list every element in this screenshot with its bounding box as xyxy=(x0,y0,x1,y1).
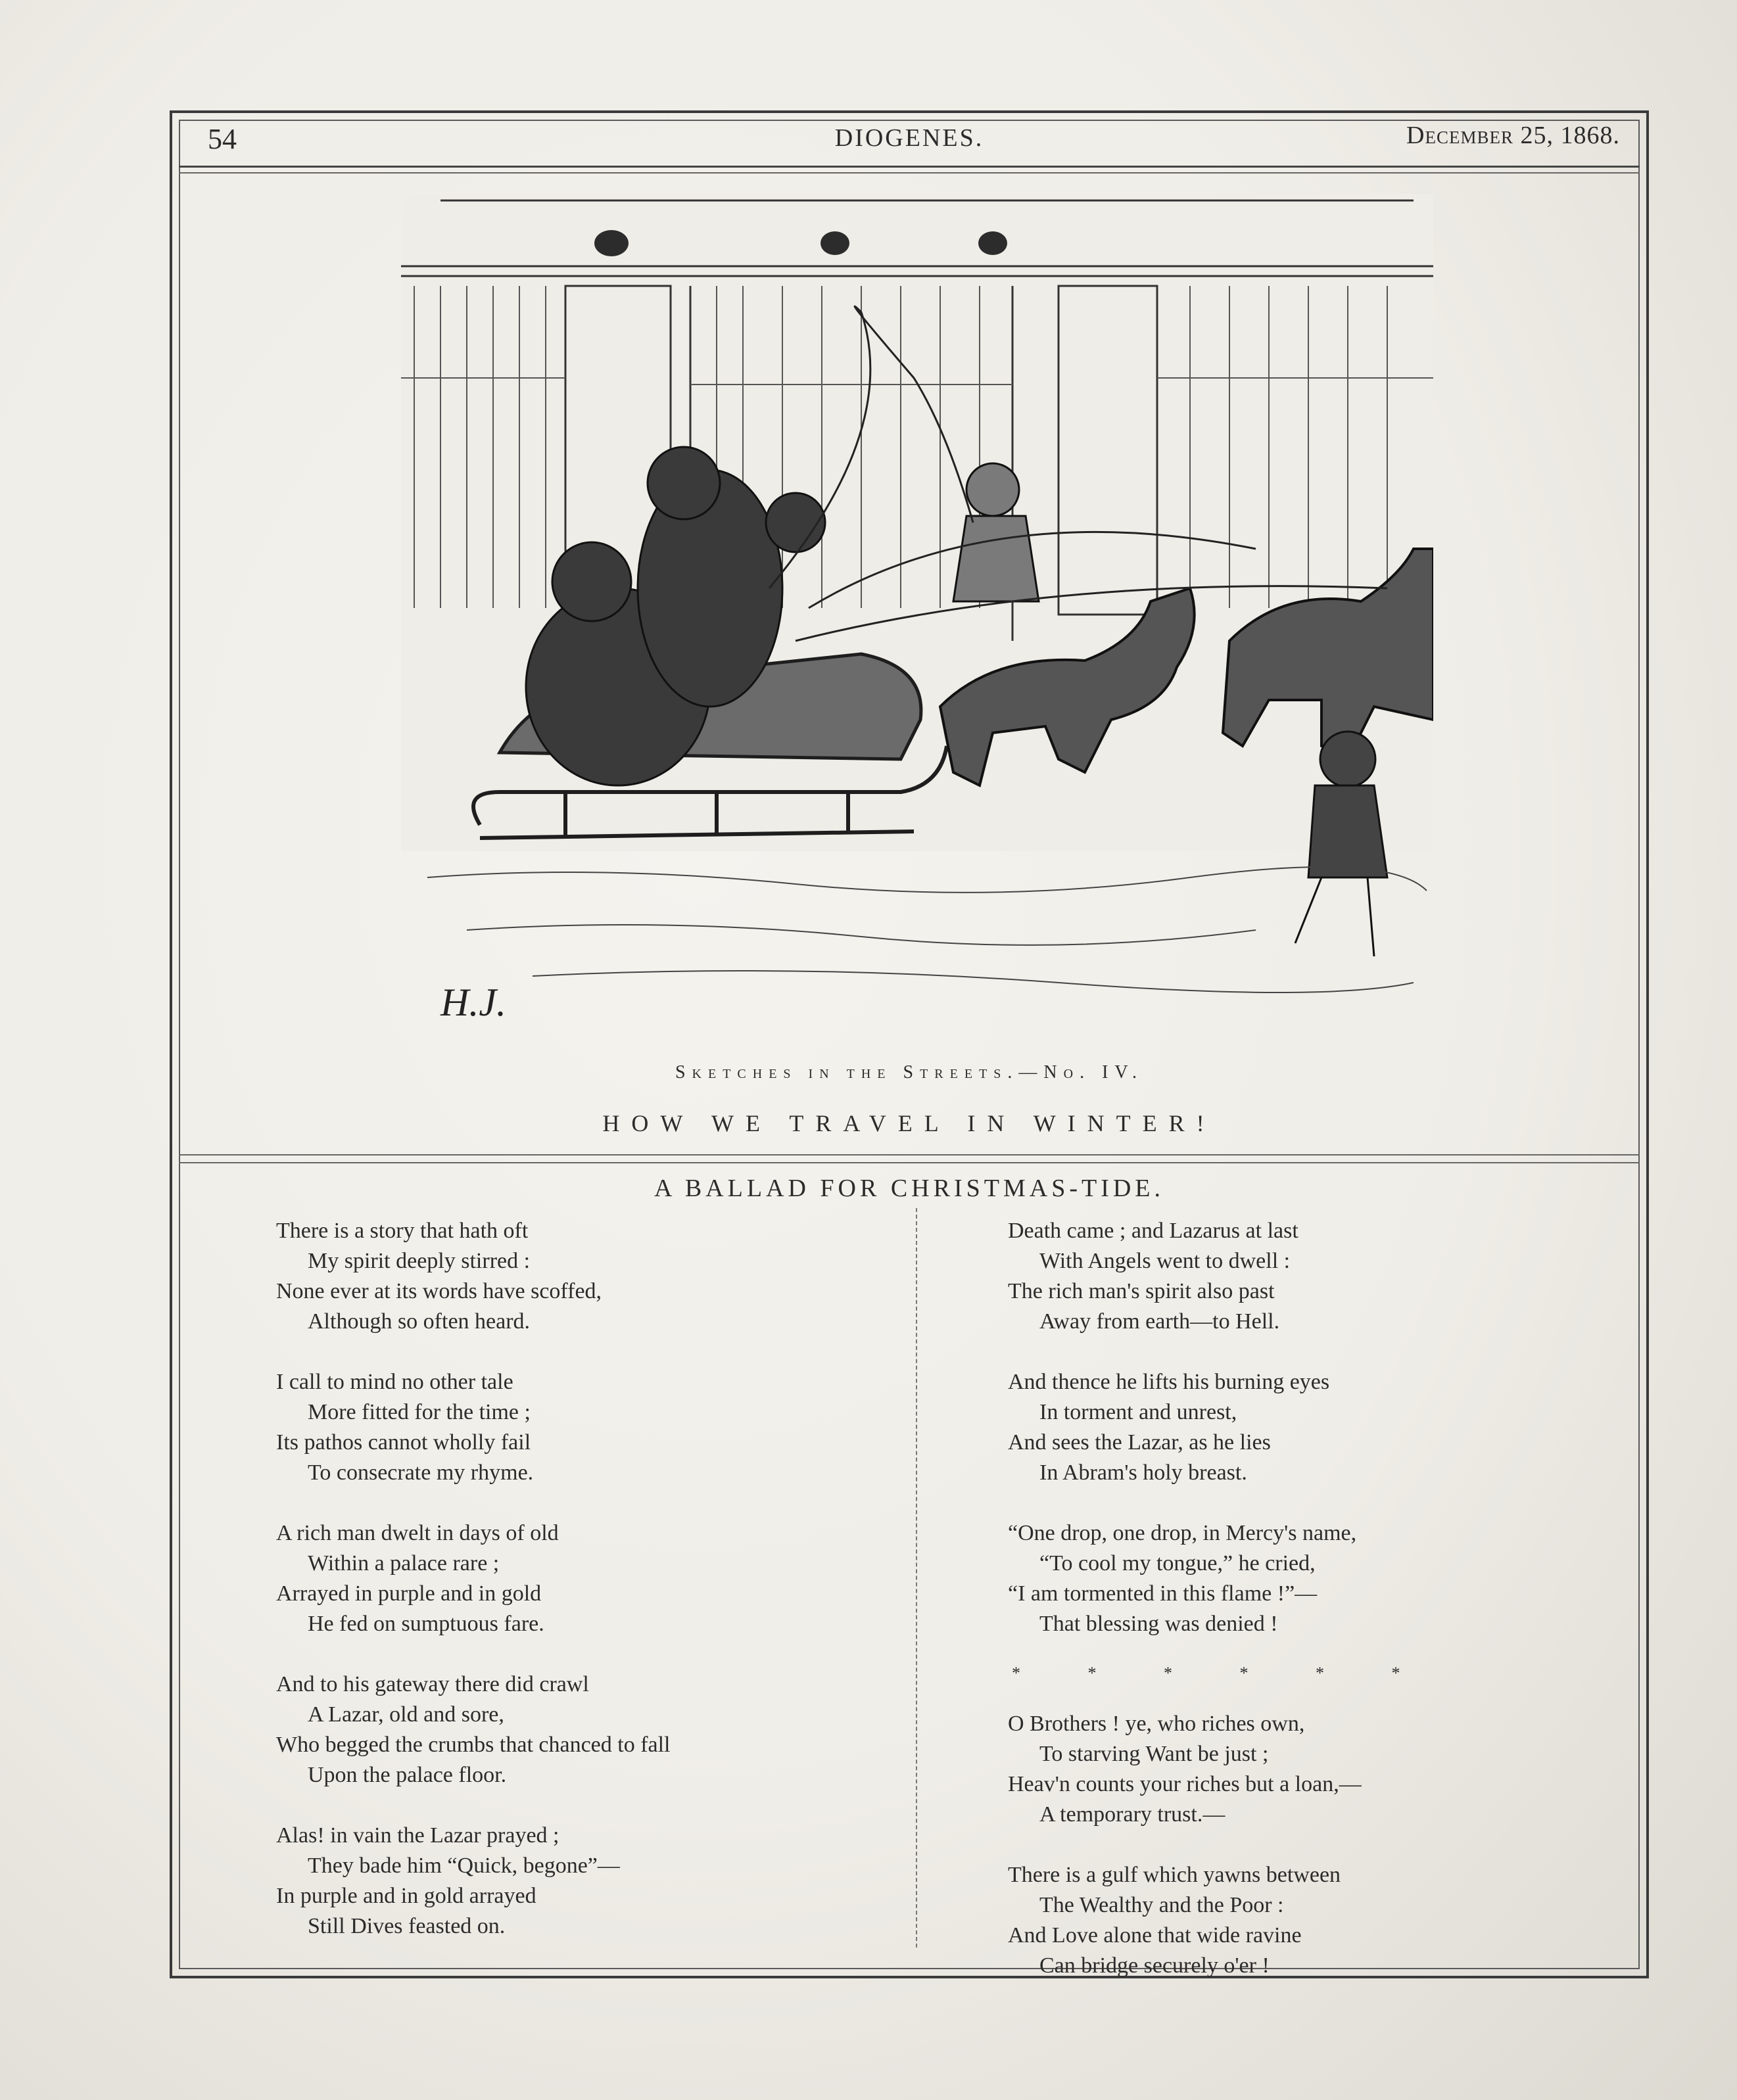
stanza xyxy=(1008,1709,1600,1830)
verse-line: Can bridge securely o'er ! xyxy=(1039,1953,1270,1978)
verse-line: Death came ; and Lazarus at last xyxy=(1008,1219,1298,1243)
verse-line: A rich man dwelt in days of old xyxy=(276,1521,559,1545)
verse-line: A temporary trust.— xyxy=(1039,1802,1225,1827)
ballad-right-column xyxy=(1008,1216,1600,2011)
verse-line: That blessing was denied ! xyxy=(1039,1612,1278,1636)
verse-line: My spirit deeply stirred : xyxy=(308,1249,531,1273)
verse-line: I call to mind no other tale xyxy=(276,1370,513,1394)
sleigh-illustration xyxy=(401,181,1433,1029)
verse-line: Within a palace rare ; xyxy=(308,1551,500,1575)
verse-line: “To cool my tongue,” he cried, xyxy=(1039,1551,1316,1575)
illustration-title: HOW WE TRAVEL IN WINTER! xyxy=(602,1110,1216,1136)
masthead xyxy=(179,120,1640,167)
stanza xyxy=(276,1367,868,1488)
verse-line: None ever at its words have scoffed, xyxy=(276,1279,602,1303)
verse-line: O Brothers ! ye, who riches own, xyxy=(1008,1712,1305,1736)
verse-line: “One drop, one drop, in Mercy's name, xyxy=(1008,1521,1357,1545)
verse-line: They bade him “Quick, begone”— xyxy=(308,1854,620,1878)
verse-line: Arrayed in purple and in gold xyxy=(276,1581,542,1606)
verse-line: In purple and in gold arrayed xyxy=(276,1884,536,1908)
ballad-left-column xyxy=(276,1216,868,1972)
stanza xyxy=(276,1216,868,1337)
verse-line: “I am tormented in this flame !”— xyxy=(1008,1581,1318,1606)
stanza xyxy=(276,1821,868,1942)
verse-line: More fitted for the time ; xyxy=(308,1400,531,1424)
verse-line: In torment and unrest, xyxy=(1039,1400,1237,1424)
section-rule-bottom xyxy=(179,1162,1640,1163)
verse-line: Upon the palace floor. xyxy=(308,1763,507,1787)
masthead-rule-thin xyxy=(179,172,1640,174)
verse-line: There is a gulf which yawns between xyxy=(1008,1863,1341,1887)
verse-line: Who begged the crumbs that chanced to fall xyxy=(276,1733,671,1757)
verse-line: And thence he lifts his burning eyes xyxy=(1008,1370,1330,1394)
column-divider xyxy=(916,1208,917,1948)
verse-line: And to his gateway there did crawl xyxy=(276,1672,589,1696)
verse-line: Alas! in vain the Lazar prayed ; xyxy=(276,1823,559,1848)
verse-line: There is a story that hath oft xyxy=(276,1219,529,1243)
verse-line: With Angels went to dwell : xyxy=(1039,1249,1291,1273)
stanza-separator: * * * * * * xyxy=(1012,1664,1432,1683)
verse-line: Away from earth—to Hell. xyxy=(1039,1309,1280,1334)
verse-line: And sees the Lazar, as he lies xyxy=(1008,1430,1271,1455)
verse-line: Although so often heard. xyxy=(308,1309,531,1334)
verse-line: Still Dives feasted on. xyxy=(308,1914,506,1938)
verse-line: He fed on sumptuous fare. xyxy=(308,1612,544,1636)
verse-line: In Abram's holy breast. xyxy=(1039,1460,1247,1485)
masthead-rule xyxy=(179,166,1640,168)
verse-line: Its pathos cannot wholly fail xyxy=(276,1430,531,1455)
verse-line: A Lazar, old and sore, xyxy=(308,1702,504,1727)
publication-title: DIOGENES. xyxy=(834,124,984,152)
page-number: 54 xyxy=(208,123,237,155)
issue-date: December 25, 1868. xyxy=(1406,122,1620,149)
verse-line: Heav'n counts your riches but a loan,— xyxy=(1008,1772,1362,1796)
sleigh-engraving-icon xyxy=(401,181,1433,1029)
stanza xyxy=(1008,1860,1600,1981)
verse-line: The Wealthy and the Poor : xyxy=(1039,1893,1284,1917)
stanza xyxy=(1008,1367,1600,1488)
artist-signature: H.J. xyxy=(440,981,506,1024)
verse-line: And Love alone that wide ravine xyxy=(1008,1923,1302,1948)
section-rule-top xyxy=(179,1154,1640,1155)
stanza xyxy=(1008,1518,1600,1639)
verse-line: To consecrate my rhyme. xyxy=(308,1460,534,1485)
stanza xyxy=(276,1518,868,1639)
series-caption: Sketches in the Streets.—No. IV. xyxy=(675,1062,1144,1083)
verse-line: The rich man's spirit also past xyxy=(1008,1279,1275,1303)
verse-line: To starving Want be just ; xyxy=(1039,1742,1269,1766)
stanza xyxy=(276,1669,868,1790)
stanza xyxy=(1008,1216,1600,1337)
ballad-title: A BALLAD FOR CHRISTMAS-TIDE. xyxy=(654,1175,1165,1202)
